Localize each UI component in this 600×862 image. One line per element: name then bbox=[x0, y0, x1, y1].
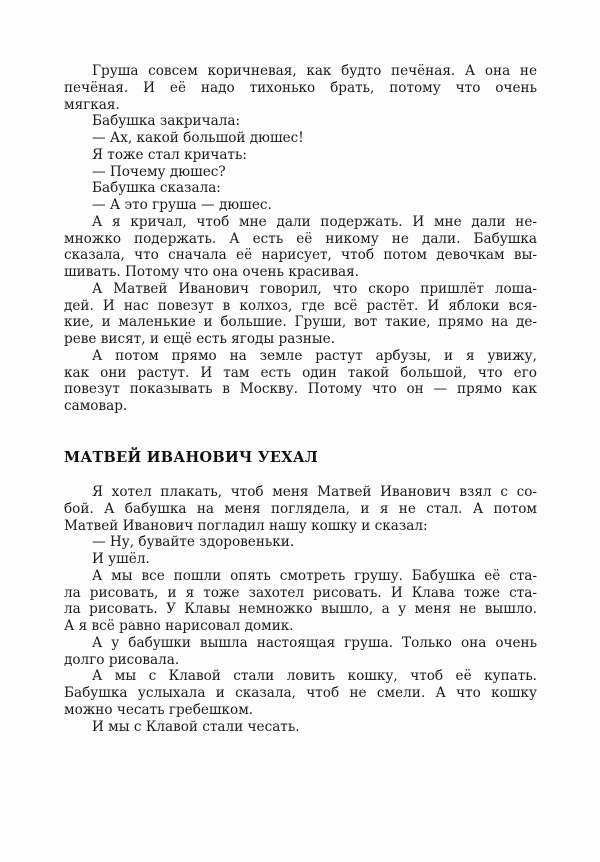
text-line: сказала, что сначала её нарисует, чтоб потом девочкам вы- bbox=[64, 247, 537, 264]
text-line: бой. А бабушка на меня поглядела, и я не стал. А потом bbox=[64, 500, 537, 517]
text-line: Бабушка сказала: bbox=[92, 180, 221, 197]
text-line: можно чесать гребешком. bbox=[64, 701, 254, 718]
paragraph bbox=[64, 635, 537, 669]
text-line: И ушёл. bbox=[92, 551, 150, 567]
text-line: — Ну, бувайте здоровеньки. bbox=[92, 534, 295, 551]
text-line: мягкая. bbox=[64, 96, 120, 113]
text-line: А мы с Клавой стали ловить кошку, чтоб её купать. bbox=[92, 668, 537, 685]
text-line: Я тоже стал кричать: bbox=[92, 146, 247, 163]
text-section-2 bbox=[64, 484, 537, 735]
text-line: шивать. Потому что она очень красивая. bbox=[64, 264, 359, 280]
paragraph bbox=[64, 197, 537, 214]
paragraph bbox=[64, 180, 537, 197]
paragraph bbox=[64, 63, 537, 113]
text-line: Груша совсем коричневая, как будто печёная. А она не bbox=[92, 63, 537, 79]
paragraph bbox=[64, 568, 537, 635]
text-line: ла рисовать, и я тоже захотел рисовать. И Клава тоже ста- bbox=[64, 584, 537, 601]
text-line: печёная. И её надо тихонько брать, потому что очень bbox=[64, 79, 537, 96]
text-line: А у бабушки вышла настоящая груша. Только она очень bbox=[92, 634, 537, 651]
text-line: — Почему дюшес? bbox=[92, 163, 226, 180]
text-line: самовар. bbox=[64, 398, 128, 414]
text-line: А я кричал, чтоб мне дали подержать. И мне дали не- bbox=[92, 213, 537, 230]
text-line: — А это груша — дюшес. bbox=[92, 197, 272, 213]
paragraph bbox=[64, 164, 537, 181]
text-line: А мы все пошли опять смотреть грушу. Бабушка её ста- bbox=[92, 567, 537, 584]
paragraph bbox=[64, 281, 537, 348]
text-line: долго рисовала. bbox=[64, 651, 180, 668]
paragraph bbox=[64, 551, 537, 568]
paragraph bbox=[64, 147, 537, 164]
text-line: множко подержать. А есть её никому не дали. Бабушка bbox=[64, 230, 537, 247]
paragraph bbox=[64, 130, 537, 147]
text-line: А я всё равно нарисовал домик. bbox=[64, 618, 294, 634]
text-line: ла рисовать. У Клавы немножко вышло, а у меня не вышло. bbox=[64, 601, 537, 618]
text-line: Матвей Иванович погладил нашу кошку и сказал: bbox=[64, 517, 428, 534]
paragraph bbox=[64, 534, 537, 551]
paragraph bbox=[64, 214, 537, 281]
text-line: кие, и маленькие и большие. Груши, вот такие, прямо на де- bbox=[64, 314, 537, 331]
text-line: Бабушка услыхала и сказала, чтоб не смели. А что кошку bbox=[64, 685, 537, 701]
text-line: повезут показывать в Москву. Потому что он — прямо как bbox=[64, 381, 537, 398]
text-line: А потом прямо на земле растут арбузы, и я увижу, bbox=[92, 347, 537, 364]
paragraph bbox=[64, 668, 537, 718]
text-line: Я хотел плакать, чтоб меня Матвей Иванович взял с со- bbox=[92, 484, 537, 500]
text-line: — Ах, какой большой дюшес! bbox=[92, 130, 304, 146]
text-line: реве висят, и ещё есть ягоды разные. bbox=[64, 331, 336, 347]
paragraph bbox=[64, 719, 537, 736]
paragraph bbox=[64, 484, 537, 534]
text-line: Бабушка закричала: bbox=[92, 113, 241, 130]
text-line: как они растут. И там есть один такой большой, что его bbox=[64, 364, 537, 381]
text-line: дей. И нас повезут в колхоз, где всё растёт. И яблоки вся- bbox=[64, 297, 537, 314]
paragraph bbox=[64, 348, 537, 415]
text-line: А Матвей Иванович говорил, что скоро пришлёт лоша- bbox=[92, 280, 537, 297]
text-line: И мы с Клавой стали чесать. bbox=[92, 718, 300, 735]
paragraph bbox=[64, 113, 537, 130]
chapter-heading: МАТВЕЙ ИВАНОВИЧ УЕХАЛ bbox=[64, 449, 319, 466]
text-section-1 bbox=[64, 63, 537, 415]
